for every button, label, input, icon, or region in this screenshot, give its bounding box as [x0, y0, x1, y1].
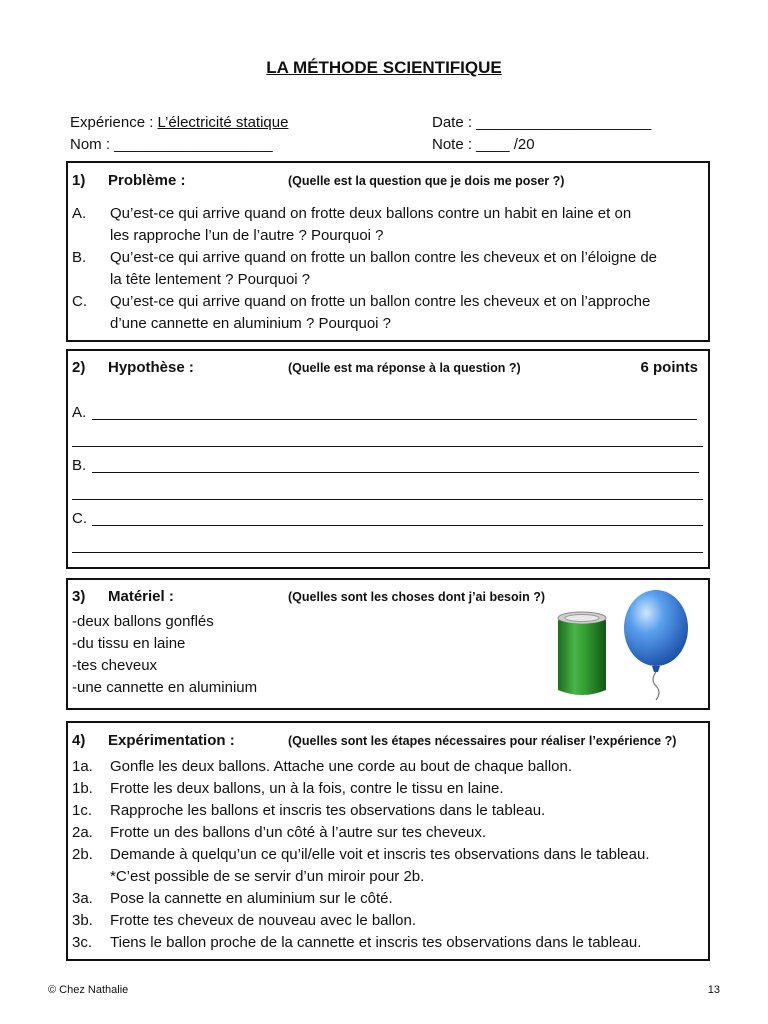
hypothese-section — [66, 349, 710, 569]
question-text-cont: d’une cannette en aluminium ? Pourquoi ? — [110, 315, 392, 332]
date-field: Date : _____________________ — [432, 114, 652, 131]
step-label: 3c. — [72, 934, 93, 951]
answer-line[interactable] — [92, 419, 697, 420]
step-text: Frotte un des ballons d’un côté à l’autre sur tes cheveux. — [110, 824, 487, 841]
answer-line[interactable] — [72, 446, 703, 447]
material-item: -une cannette en aluminium — [72, 679, 258, 696]
step-text: Tiens le ballon proche de la cannette et inscris tes observations dans le tableau. — [110, 934, 642, 951]
question-text: Qu’est-ce qui arrive quand on frotte un ballon contre les cheveux et on l’approche — [110, 293, 651, 310]
step-text: Frotte tes cheveux de nouveau avec le ballon. — [110, 912, 417, 929]
step-label: 1b. — [72, 780, 93, 797]
step-text: Demande à quelqu’un ce qu’il/elle voit et inscris tes observations dans le tableau. — [110, 846, 650, 863]
section-title: Hypothèse : — [108, 359, 194, 376]
answer-label-b: B. — [72, 457, 87, 474]
can-icon — [554, 610, 610, 698]
step-label: 1c. — [72, 802, 93, 819]
experimentation-section — [66, 721, 710, 961]
materiel-section — [66, 578, 710, 710]
answer-line[interactable] — [72, 552, 703, 553]
answer-line[interactable] — [92, 525, 703, 526]
section-number: 2) — [72, 359, 86, 376]
section-hint: (Quelles sont les étapes nécessaires pour réaliser l’expérience ?) — [288, 734, 677, 748]
nom-field: Nom : ___________________ — [70, 136, 273, 153]
section-number: 1) — [72, 172, 86, 189]
section-title: Problème : — [108, 172, 186, 189]
page-title: LA MÉTHODE SCIENTIFIQUE — [266, 58, 502, 77]
balloon-icon — [616, 584, 696, 704]
material-item: -du tissu en laine — [72, 635, 186, 652]
step-text: Gonfle les deux ballons. Attache une corde au bout de chaque ballon. — [110, 758, 573, 775]
question-text-cont: la tête lentement ? Pourquoi ? — [110, 271, 311, 288]
step-label: 1a. — [72, 758, 93, 775]
points-label: 6 points — [640, 359, 698, 376]
footer-copyright: © Chez Nathalie — [48, 984, 129, 996]
probleme-section — [66, 161, 710, 342]
answer-label-c: C. — [72, 510, 87, 527]
step-label: 3a. — [72, 890, 93, 907]
experience-field — [70, 114, 288, 131]
section-title: Expérimentation : — [108, 732, 235, 749]
experience-value: L’électricité statique — [157, 114, 289, 131]
answer-line[interactable] — [72, 499, 703, 500]
section-hint: (Quelle est ma réponse à la question ?) — [288, 361, 521, 375]
step-text: Frotte les deux ballons, un à la fois, contre le tissu en laine. — [110, 780, 504, 797]
question-text-cont: les rapproche l’un de l’autre ? Pourquoi ? — [110, 227, 384, 244]
experience-label: Expérience : — [70, 114, 158, 131]
step-label: 2b. — [72, 846, 93, 863]
question-text: Qu’est-ce qui arrive quand on frotte deux ballons contre un habit en laine et on — [110, 205, 632, 222]
section-number: 4) — [72, 732, 86, 749]
section-hint: (Quelle est la question que je dois me poser ?) — [288, 174, 565, 188]
step-note-text: *C’est possible de se servir d’un miroir pour 2b. — [110, 868, 425, 885]
step-label: 2a. — [72, 824, 93, 841]
step-label: 3b. — [72, 912, 93, 929]
step-text: Rapproche les ballons et inscris tes observations dans le tableau. — [110, 802, 546, 819]
material-item: -deux ballons gonflés — [72, 613, 214, 630]
question-label: B. — [72, 249, 87, 266]
question-label: C. — [72, 293, 87, 310]
question-label: A. — [72, 205, 87, 222]
section-title: Matériel : — [108, 588, 174, 605]
step-text: Pose la cannette en aluminium sur le côté. — [110, 890, 393, 907]
section-hint: (Quelles sont les choses dont j’ai besoin ?) — [288, 590, 545, 604]
note-field: Note : ____ /20 — [432, 136, 535, 153]
question-text: Qu’est-ce qui arrive quand on frotte un ballon contre les cheveux et on l’éloigne de — [110, 249, 658, 266]
answer-line[interactable] — [92, 472, 699, 473]
page-number: 13 — [707, 984, 720, 996]
material-item: -tes cheveux — [72, 657, 158, 674]
answer-label-a: A. — [72, 404, 87, 421]
section-number: 3) — [72, 588, 86, 605]
